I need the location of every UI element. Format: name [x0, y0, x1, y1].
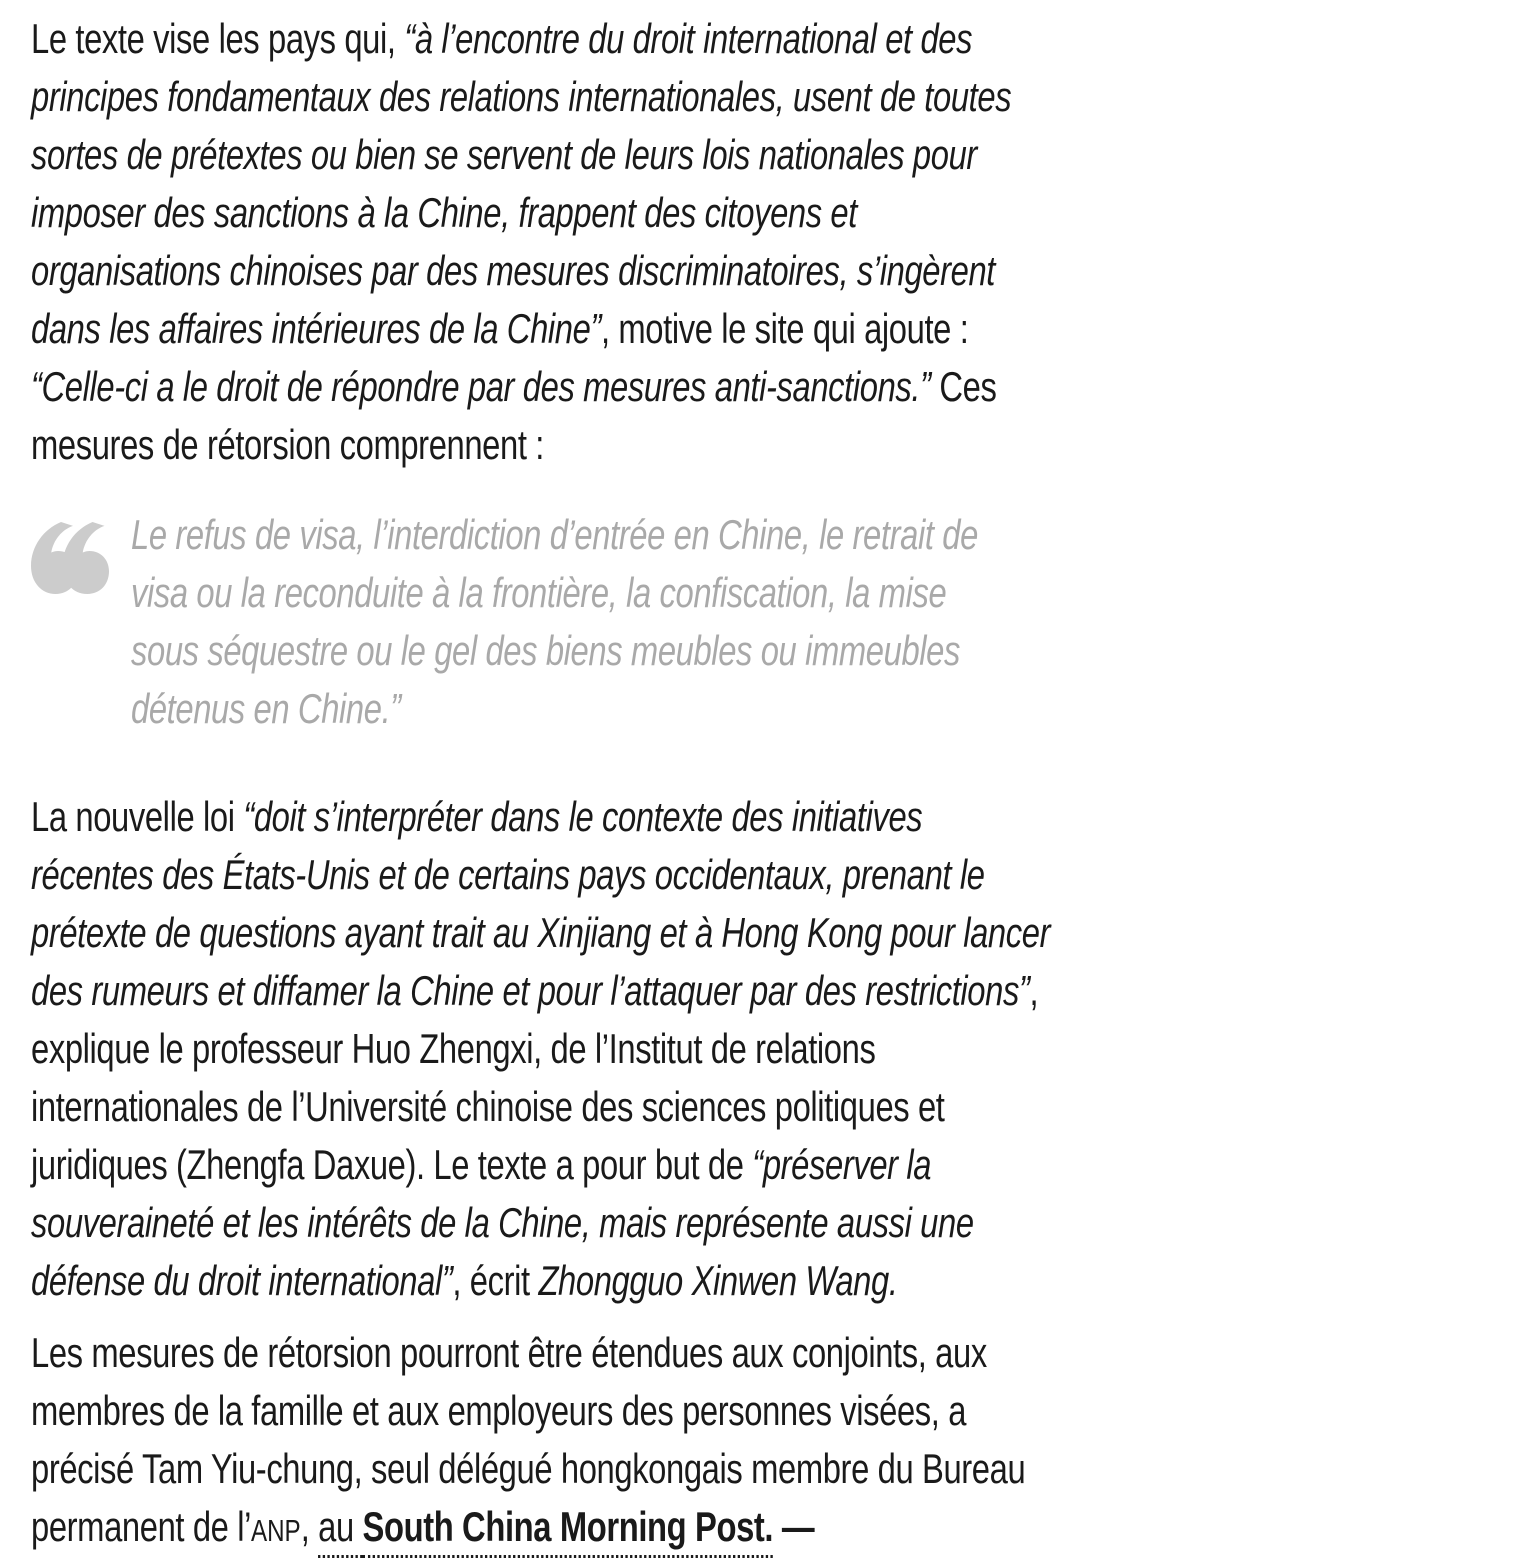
text-line [31, 300, 1205, 358]
text-segment: prétexte de questions ayant trait au Xinjiang et à Hong Kong pour lancer [31, 909, 1051, 956]
text-segment: souveraineté et les intérêts de la Chine, mais représente aussi une [31, 1199, 974, 1246]
text-segment: explique le professeur Huo Zhengxi, de l’Institut de relations [31, 1025, 876, 1072]
text-segment: membres de la famille et aux employeurs des personnes visées, a [31, 1387, 967, 1434]
text-segment: , écrit [452, 1257, 539, 1304]
text-segment: , [300, 1503, 319, 1550]
text-line [31, 1324, 1205, 1382]
text-line [31, 184, 1205, 242]
pull-quote-text [131, 506, 1536, 738]
quote-mark-icon [31, 522, 109, 594]
text-segment: défense du droit international” [31, 1257, 453, 1304]
text-segment: sous séquestre ou le gel des biens meubles ou immeubles [131, 627, 960, 674]
text-segment: — [781, 1503, 815, 1550]
text-line [31, 904, 1205, 962]
scmp-link[interactable]: South China Morning Post. [363, 1503, 774, 1558]
text-segment: principes fondamentaux des relations internationales, usent de toutes [31, 73, 1012, 120]
text-segment: sortes de prétextes ou bien se servent de leurs lois nationales pour [31, 131, 977, 178]
scmp-link[interactable]: au [318, 1503, 362, 1558]
text-segment: “préserver la [752, 1141, 932, 1188]
text-segment [773, 1503, 782, 1550]
text-line [31, 1498, 1205, 1556]
text-segment: Le texte vise les pays qui, [31, 15, 405, 62]
text-line [131, 506, 1227, 564]
text-segment: Le refus de visa, l’interdiction d’entrée en Chine, le retrait de [131, 511, 978, 558]
text-segment: Zhongguo Xinwen Wang. [538, 1257, 898, 1304]
text-segment: La nouvelle loi [31, 793, 244, 840]
text-line [31, 68, 1205, 126]
text-segment: “à l’encontre du droit international et des [404, 15, 973, 62]
text-line [31, 416, 1205, 474]
text-line [31, 1194, 1205, 1252]
text-line [31, 358, 1205, 416]
text-segment: récentes des États-Unis et de certains pays occidentaux, prenant le [31, 851, 985, 898]
text-line [131, 680, 1227, 738]
paragraph-1 [31, 10, 1536, 474]
text-line [131, 564, 1227, 622]
text-line [131, 622, 1227, 680]
text-segment: “Celle-ci a le droit de répondre par des mesures anti-sanctions.” [31, 363, 931, 410]
text-segment: détenus en Chine.” [131, 685, 401, 732]
text-line [31, 1440, 1205, 1498]
text-segment: ANP [250, 1513, 301, 1548]
text-line [31, 242, 1205, 300]
text-segment: mesures de rétorsion comprennent : [31, 421, 544, 468]
text-line [31, 1136, 1205, 1194]
text-segment: “doit s’interpréter dans le contexte des initiatives [243, 793, 923, 840]
text-segment: permanent de l’ [31, 1503, 251, 1550]
text-segment: , motive le site qui ajoute : [600, 305, 969, 352]
text-segment: Les mesures de rétorsion pourront être étendues aux conjoints, aux [31, 1329, 987, 1376]
text-segment: dans les affaires intérieures de la Chine” [31, 305, 601, 352]
pull-quote-block [31, 506, 1536, 738]
text-segment: visa ou la reconduite à la frontière, la confiscation, la mise [131, 569, 947, 616]
text-segment: précisé Tam Yiu-chung, seul délégué hongkongais membre du Bureau [31, 1445, 1026, 1492]
paragraph-2 [31, 788, 1536, 1310]
paragraph-3 [31, 1324, 1536, 1556]
text-segment: juridiques (Zhengfa Daxue). Le texte a pour but de [31, 1141, 753, 1188]
text-line [31, 10, 1205, 68]
text-segment: , [1029, 967, 1039, 1014]
text-line [31, 1078, 1205, 1136]
text-line [31, 788, 1205, 846]
text-segment: organisations chinoises par des mesures discriminatoires, s’ingèrent [31, 247, 996, 294]
text-line [31, 1252, 1205, 1310]
text-segment: des rumeurs et diffamer la Chine et pour l’attaquer par des restrictions” [31, 967, 1030, 1014]
text-line [31, 126, 1205, 184]
text-line [31, 962, 1205, 1020]
text-line [31, 846, 1205, 904]
text-line [31, 1382, 1205, 1440]
text-line [31, 1020, 1205, 1078]
text-segment: internationales de l’Université chinoise des sciences politiques et [31, 1083, 945, 1130]
text-segment: Ces [930, 363, 997, 410]
text-segment: imposer des sanctions à la Chine, frappent des citoyens et [31, 189, 857, 236]
